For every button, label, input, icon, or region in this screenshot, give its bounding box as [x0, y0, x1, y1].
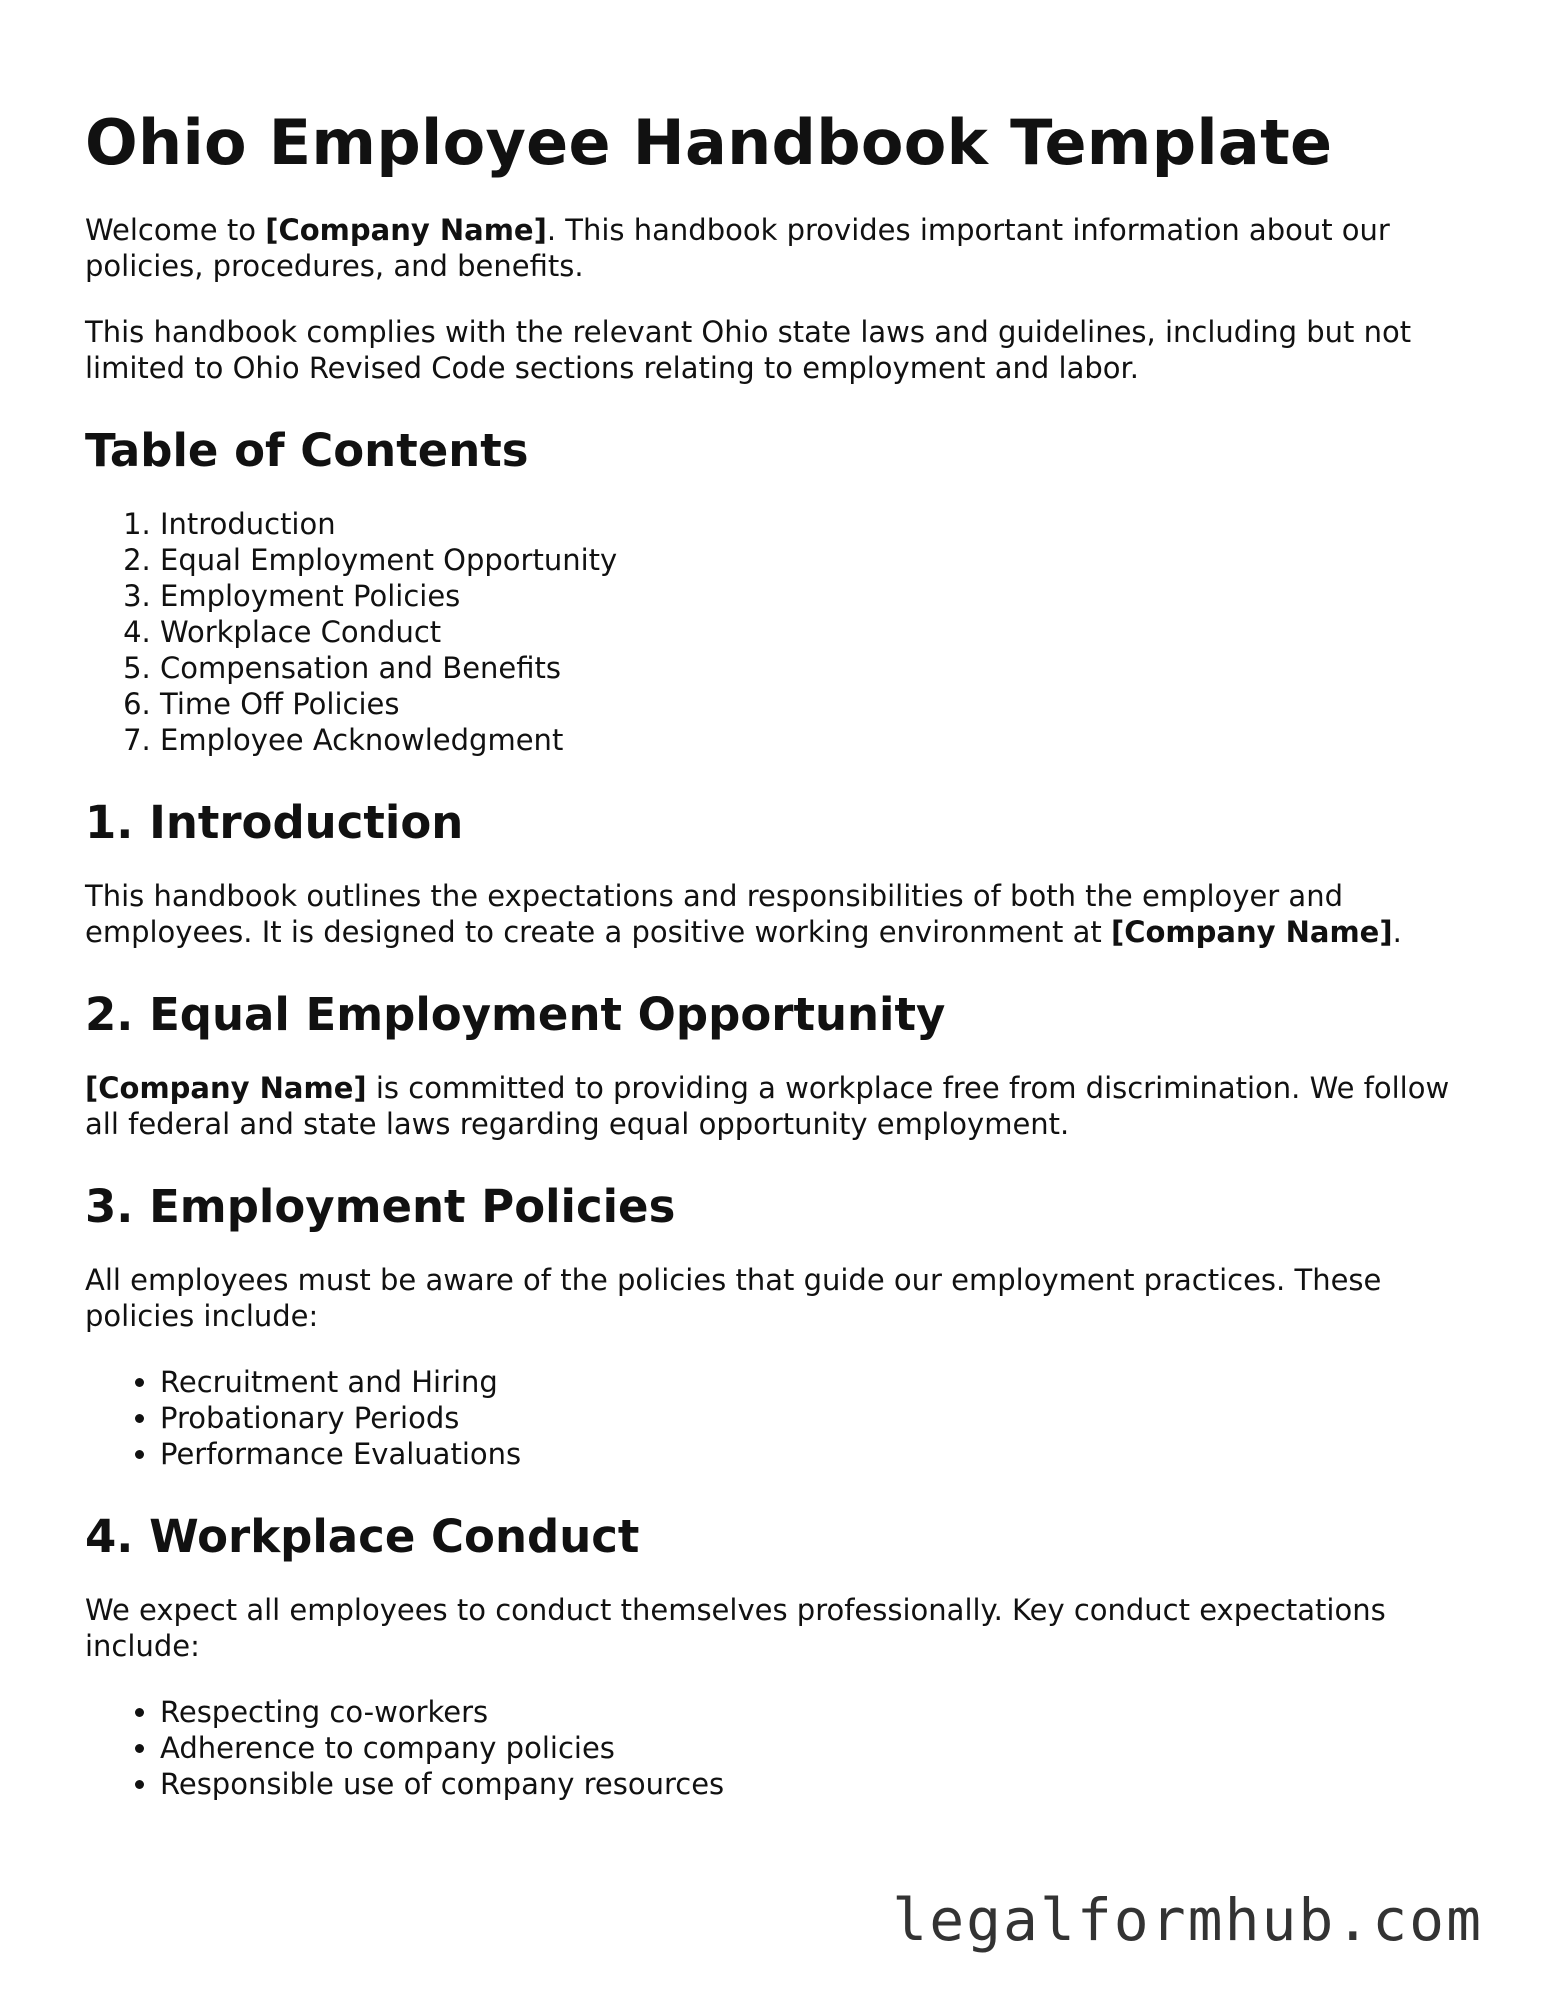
section-heading-eeo: 2. Equal Employment Opportunity: [85, 988, 946, 1041]
toc-item: 6. Time Off Policies: [160, 686, 1475, 722]
welcome-text-after: . This handbook provides important information about our policies, procedures, and benefits.: [85, 213, 1390, 283]
introduction-text-before: This handbook outlines the expectations and responsibilities of both the employer and employees. It is designed to create a positive working environment at: [85, 879, 1343, 949]
toc-list: [85, 506, 1475, 758]
employment-policies-list: [85, 1364, 1475, 1472]
list-item: • Probationary Periods: [160, 1400, 1475, 1436]
list-item: • Performance Evaluations: [160, 1436, 1475, 1472]
company-name-placeholder: [Company Name]: [265, 213, 547, 247]
employment-policies-paragraph: All employees must be aware of the policies that guide our employment practices. These policies include:: [85, 1263, 1382, 1333]
site-watermark: legalformhub.com: [892, 1886, 1483, 1954]
section-heading-employment-policies: 3. Employment Policies: [85, 1180, 676, 1233]
toc-item: 2. Equal Employment Opportunity: [160, 542, 1475, 578]
company-name-placeholder: [Company Name]: [85, 1071, 367, 1105]
toc-item: 1. Introduction: [160, 506, 1475, 542]
list-item: • Recruitment and Hiring: [160, 1364, 1475, 1400]
introduction-paragraph: [85, 878, 1475, 950]
toc-item: 5. Compensation and Benefits: [160, 650, 1475, 686]
workplace-conduct-paragraph: We expect all employees to conduct themselves professionally. Key conduct expectations include:: [85, 1593, 1386, 1663]
document-page: [85, 100, 1475, 1822]
toc-item: 3. Employment Policies: [160, 578, 1475, 614]
section-heading-workplace-conduct: 4. Workplace Conduct: [85, 1510, 640, 1563]
compliance-paragraph: This handbook complies with the relevant Ohio state laws and guidelines, including but not limited to Ohio Revised Code sections relating to employment and labor.: [85, 315, 1412, 385]
list-item: • Responsible use of company resources: [160, 1766, 1475, 1802]
introduction-text-after: .: [1392, 915, 1402, 949]
welcome-paragraph: [85, 212, 1475, 284]
list-item: • Respecting co-workers: [160, 1694, 1475, 1730]
section-heading-introduction: 1. Introduction: [85, 796, 464, 849]
toc-heading: Table of Contents: [85, 424, 529, 477]
eeo-paragraph: [85, 1070, 1475, 1142]
document-title: Ohio Employee Handbook Template: [85, 106, 1333, 179]
company-name-placeholder: [Company Name]: [1110, 915, 1393, 949]
workplace-conduct-list: [85, 1694, 1475, 1802]
toc-item: 4. Workplace Conduct: [160, 614, 1475, 650]
eeo-text: is committed to providing a workplace free from discrimination. We follow all federal and state laws regarding equal opportunity employment.: [85, 1071, 1450, 1141]
welcome-text-before: Welcome to: [85, 213, 266, 247]
list-item: • Adherence to company policies: [160, 1730, 1475, 1766]
toc-item: 7. Employee Acknowledgment: [160, 722, 1475, 758]
